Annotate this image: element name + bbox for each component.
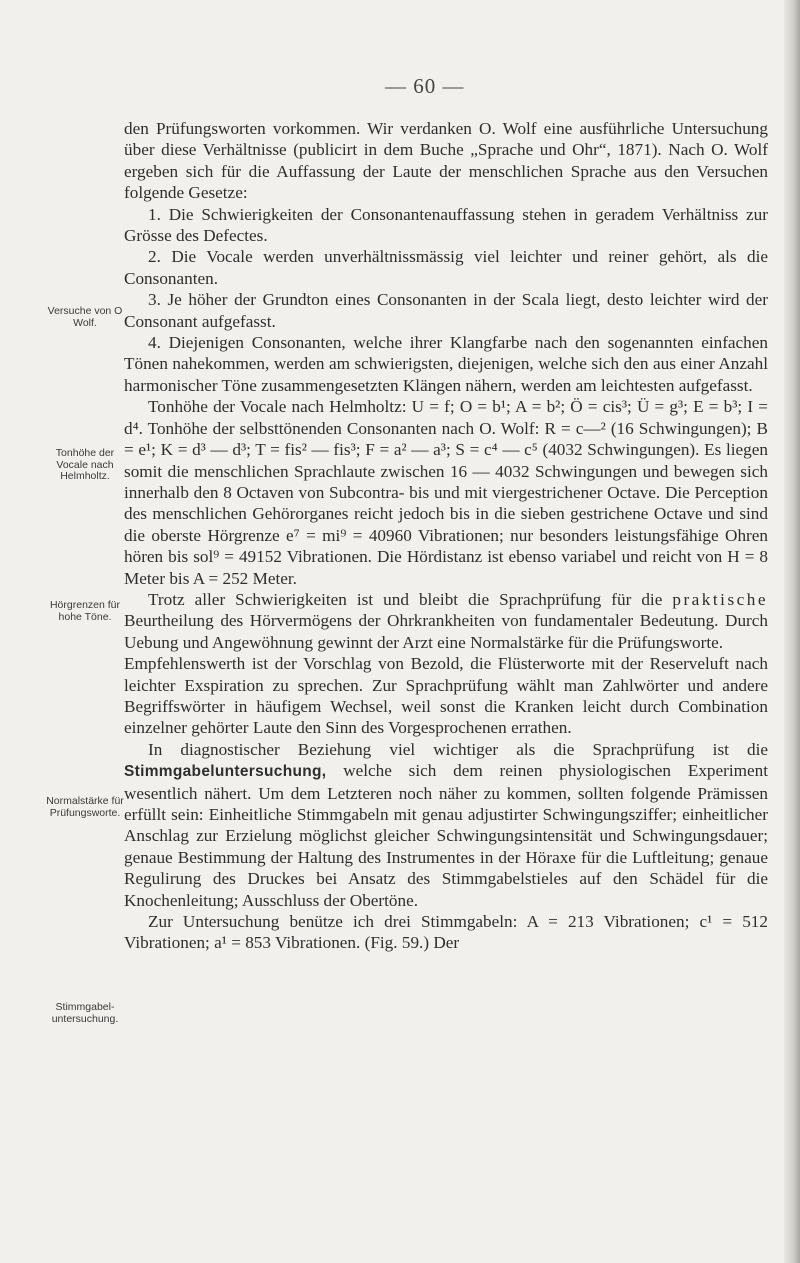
paragraph-intro: den Prüfungsworten vorkommen. Wir verdanken O. Wolf eine ausführliche Untersuchung über diese Verhältnisse (publicirt in dem Buche „Sprache und Ohr“, 1871). Nach O. Wolf ergeben sich für die Auffassung der Laute der menschlichen Sprache aus den Versuchen folgende Gesetze: — [124, 119, 768, 203]
paragraph-diagnostic — [124, 739, 768, 911]
paragraph-tonhoehe: Tonhöhe der Vocale nach Helmholtz: U = f; O = b¹; A = b²; Ö = cis³; Ü = g³; E = b³; I = d⁴. Tonhöhe der selbsttönenden Consonanten nach O. Wolf: R = c—² (16 Schwingungen); B = e¹; K = d³ — d³; T = fis² — fis³; F = a² — a³; S = c⁴ — c⁵ (4032 Schwingungen). Es liegen somit die menschlichen Sprachlaute zwischen 16 — 4032 Schwingungen und bewegen sich innerhalb den 8 Octaven von Subcontra- bis und mit viergestrichener Octave. Die Perception des menschlichen Gehörorganes reicht jedoch bis in die sieben gestrichene Octave und sind die oberste Hörgrenze e⁷ = mi⁹ = 40960 Vibrationen; nur besonders leistungsfähige Ohren hören bis sol⁹ = 49152 Vibrationen. Die Hördistanz ist ebenso variabel und reicht von H = 8 Meter bis A = 252 Meter. — [124, 397, 768, 588]
margin-note-stimmgabel: Stimmgabel-untersuchung. — [51, 1001, 119, 1025]
paragraph-law-4: 4. Diejenigen Consonanten, welche ihrer Klangfarbe nach den sogenannten einfachen Tönen nahekommen, werden am schwierigsten, diejenigen, welche sich den aus einer Anzahl harmonischer Töne zusammengesetzten Klängen nähern, werden am leichtesten aufgefasst. — [124, 333, 768, 395]
page-number: — 60 — — [385, 74, 465, 98]
paragraph-trotz-emphasis: praktische — [672, 589, 768, 609]
page-edge-shadow — [784, 0, 800, 1263]
margin-note-wolf: Versuche von O Wolf. — [47, 305, 123, 329]
paragraph-forks: Zur Untersuchung benütze ich drei Stimmgabeln: A = 213 Vibrationen; c¹ = 512 Vibrationen; a¹ = 853 Vibrationen. (Fig. 59.) Der — [124, 912, 768, 953]
body-text — [124, 118, 768, 954]
paragraph-diagnostic-text-b: welche sich dem reinen physiologischen Experiment wesentlich nähert. Um dem Letzteren noch näher zu kommen, sollten folgende Prämissen erfüllt sein: Einheitliche Stimmgabeln mit genau adjustirter Schwingungsziffer; einheitlicher Anschlag zur Erzielung möglichst gleicher Schwingungsintensität und Schwingungsdauer; genaue Bestimmung der Haltung des Instrumentes in der Höraxe für die Luftleitung; genaue Regulirung des Druckes bei Ansatz des Stimmgabelstieles auf den Schädel für die Knochenleitung; Ausschluss der Obertöne. — [124, 761, 769, 910]
paragraph-diagnostic-text-a: In diagnostischer Beziehung viel wichtiger als die Sprachprüfung ist die — [148, 739, 768, 759]
margin-note-hoergrenzen: Hörgrenzen für hohe Töne. — [49, 599, 121, 623]
paragraph-law-2: 2. Die Vocale werden unverhältnissmässig viel leichter und reiner gehört, als die Consonanten. — [124, 247, 768, 288]
paragraph-law-3: 3. Je höher der Grundton eines Consonanten in der Scala liegt, desto leichter wird der Consonant aufgefasst. — [124, 290, 768, 331]
paragraph-diagnostic-bold: Stimmgabeluntersuchung, — [124, 763, 327, 781]
paragraph-trotz-text-a: Trotz aller Schwierigkeiten ist und bleibt die Sprachprüfung für die — [148, 589, 663, 609]
paragraph-bezold: Empfehlenswerth ist der Vorschlag von Bezold, die Flüsterworte mit der Reserveluft nach leichter Exspiration zu sprechen. Zur Sprachprüfung wählt man Zahlwörter und andere Begriffswörter in häufigem Wechsel, weil sonst die Kranken leicht durch Combination einzelner gehörter Laute den Sinn des Vorgesprochenen errathen. — [124, 654, 768, 738]
margin-note-tonhoehe: Tonhöhe der Vocale nach Helmholtz. — [55, 447, 115, 482]
paragraph-law-1: 1. Die Schwierigkeiten der Consonantenauffassung stehen in geradem Verhältniss zur Grösse des Defectes. — [124, 204, 768, 246]
margin-note-normalstaerke: Normalstärke für Prüfungsworte. — [46, 795, 124, 819]
paragraph-trotz-text-b: Beurtheilung des Hörvermögens der Ohrkrankheiten von fundamentaler Bedeutung. Durch Uebung und Angewöhnung gewinnt der Arzt eine Normalstärke für die Prüfungsworte. — [124, 611, 768, 652]
paragraph-trotz — [124, 589, 768, 653]
